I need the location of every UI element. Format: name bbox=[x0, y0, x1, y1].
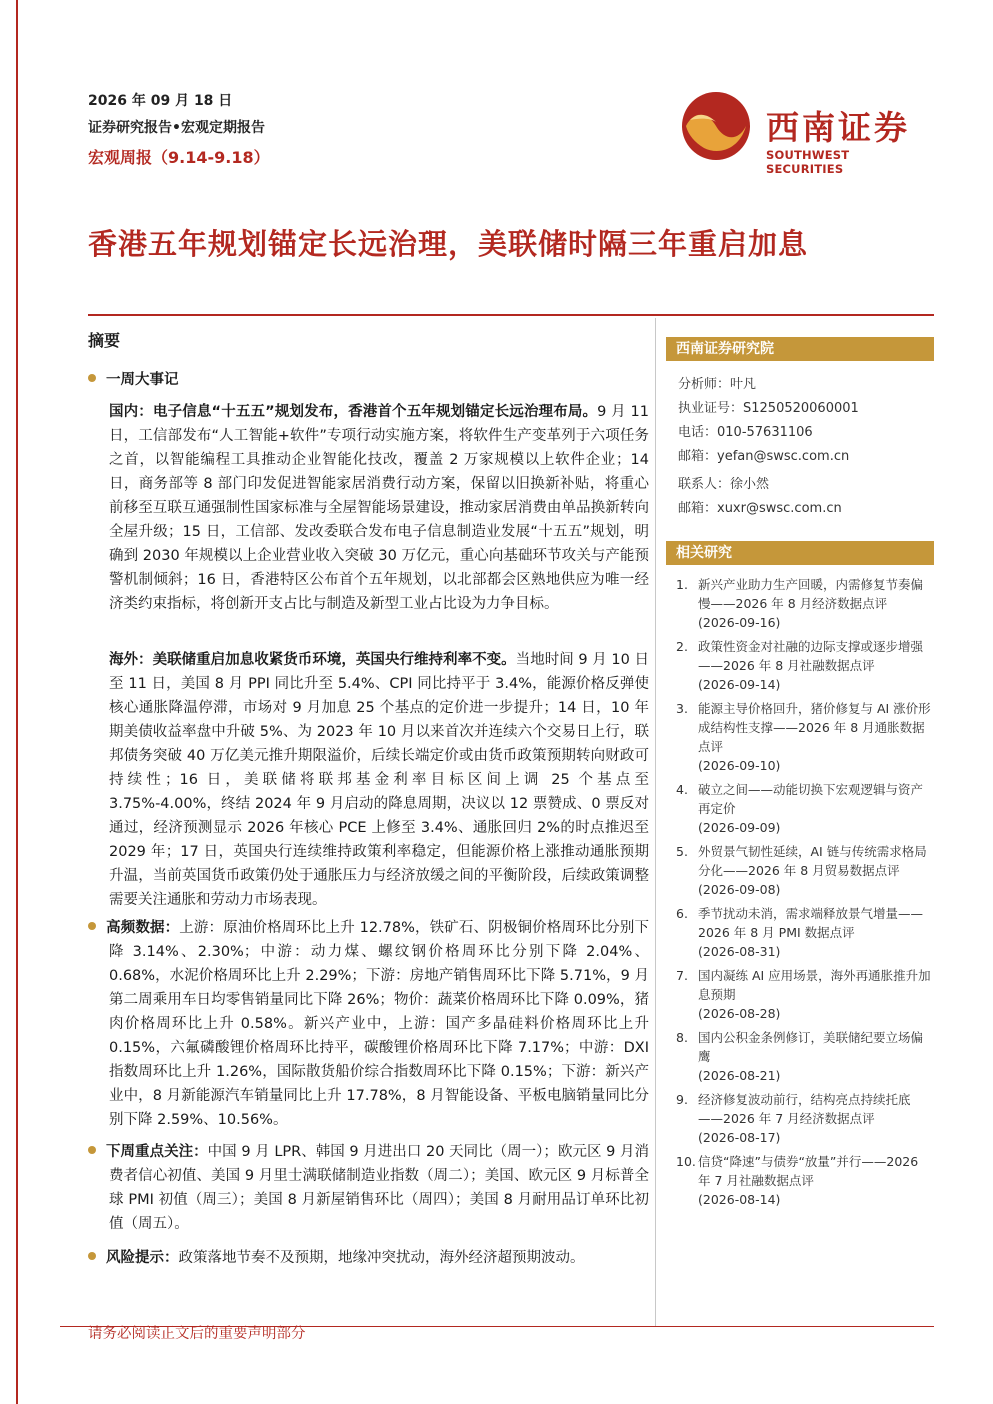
risk-paragraph bbox=[88, 1246, 649, 1270]
related-num: 2. bbox=[676, 639, 688, 654]
hf-data-body: 上游：原油价格周环比上升 12.78%，铁矿石、阴极铜价格周环比分别下降 3.14%、2.30%；中游：动力煤、螺纹钢价格周环比分别下降 2.04%、0.68%，水泥价格周环比上升 2.29%；下游：房地产销售周环比下降 5.71%，9 月第二周乘用车日均零售销量同比下降 26%；物价：蔬菜价格周环比下降 0.09%，猪肉价格周环比上升 0.58%。新兴产业中，上游：国产多晶硅料价格周环比上升 0.15%，六氟磷酸锂价格周环比持平，碳酸锂价格周环比下降 7.17%；中游：DXI 指数周环比上升 1.26%，国际散货船价综合指数周环比下降 0.15%；下游：新兴产业中，8 月新能源汽车销量同比上升 17.78%，8 月智能设备、平板电脑销量同比分别下降 2.59%、10.56%。 bbox=[109, 920, 649, 1128]
title-rule bbox=[88, 314, 934, 316]
bullet-dot-icon bbox=[88, 1146, 96, 1154]
weekly-label: 宏观周报（9.14-9.18） bbox=[88, 148, 270, 167]
related-item[interactable] bbox=[666, 1028, 934, 1085]
related-num: 1. bbox=[676, 577, 688, 592]
analyst-email[interactable]: 邮箱：yefan@swsc.com.cn bbox=[678, 449, 850, 464]
bullet-dot-icon bbox=[88, 922, 96, 930]
analyst-name: 分析师：叶凡 bbox=[678, 377, 757, 392]
overseas-paragraph bbox=[109, 648, 649, 912]
risk-lead: 风险提示： bbox=[106, 1250, 179, 1266]
company-logo bbox=[680, 90, 930, 176]
footer-disclaimer: 请务必阅读正文后的重要声明部分 bbox=[88, 1326, 306, 1342]
report-type: 证券研究报告•宏观定期报告 bbox=[88, 120, 265, 136]
related-text: 国内凝练 AI 应用场景，海外再通胀推升加息预期 bbox=[698, 968, 931, 1002]
analyst-contact bbox=[666, 373, 934, 521]
related-date: (2026-09-09) bbox=[698, 820, 781, 835]
left-edge-rule bbox=[16, 0, 18, 1404]
related-item[interactable] bbox=[666, 637, 934, 694]
related-item[interactable] bbox=[666, 1090, 934, 1147]
report-title: 香港五年规划锚定长远治理，美联储时隔三年重启加息 bbox=[88, 227, 809, 261]
related-item[interactable] bbox=[666, 904, 934, 961]
related-item[interactable] bbox=[666, 780, 934, 837]
logo-name-cn: 西南证券 bbox=[766, 108, 910, 147]
overseas-body: 当地时间 9 月 10 日至 11 日，美国 8 月 PPI 同比升至 5.4%、CPI 同比持平于 3.4%，能源价格反弹使核心通胀降温停滞，市场对 9 月加息 25 个基点的定价进一步提升；14 日，10 年期美债收益率盘中升破 5%、为 2023 年 10 月以来首次并连续六个交易日上行，联邦债务突破 40 万亿美元推升期限溢价，后续长端定价或由货币政策预期转向财政可持续性；16 日，美联储将联邦基金利率目标区间上调 25 个基点至 3.75%-4.00%，终结 2024 年 9 月启动的降息周期，决议以 12 票赞成、0 票反对通过，经济预测显示 2026 年核心 PCE 上修至 3.4%、通胀回归 2%的时点推迟至 2029 年；17 日，英国央行连续维持政策利率稳定，但能源价格上涨推动通胀预期升温，当前英国货币政策仍处于通胀压力与经济放缓之间的平衡阶段，后续政策调整需要关注通胀和劳动力市场表现。 bbox=[109, 652, 649, 908]
related-num: 7. bbox=[676, 968, 688, 983]
contact-email[interactable]: 邮箱：xuxr@swsc.com.cn bbox=[678, 501, 842, 516]
related-item[interactable] bbox=[666, 966, 934, 1023]
week-events-label: 一周大事记 bbox=[106, 372, 179, 388]
related-text: 信贷“降速”与债券“放量”并行——2026 年 7 月社融数据点评 bbox=[698, 1154, 919, 1188]
related-text: 新兴产业助力生产回暖，内需修复节奏偏慢——2026 年 8 月经济数据点评 bbox=[698, 577, 924, 611]
related-text: 经济修复波动前行，结构亮点持续托底——2026 年 7 月经济数据点评 bbox=[698, 1092, 911, 1126]
analyst-license: 执业证号：S1250520060001 bbox=[678, 401, 859, 416]
related-date: (2026-08-31) bbox=[698, 944, 781, 959]
sidebar bbox=[666, 337, 934, 1214]
related-date: (2026-09-08) bbox=[698, 882, 781, 897]
column-divider bbox=[655, 318, 656, 1326]
week-events-heading bbox=[88, 368, 179, 389]
related-date: (2026-08-21) bbox=[698, 1068, 781, 1083]
related-date: (2026-09-10) bbox=[698, 758, 781, 773]
related-date: (2026-09-16) bbox=[698, 615, 781, 630]
risk-body: 政策落地节奏不及预期，地缘冲突扰动，海外经济超预期波动。 bbox=[178, 1250, 585, 1266]
related-item[interactable] bbox=[666, 842, 934, 899]
report-date: 2026 年 09 月 18 日 bbox=[88, 93, 233, 109]
related-text: 外贸景气韧性延续，AI 链与传统需求格局分化——2026 年 8 月贸易数据点评 bbox=[698, 844, 927, 878]
bullet-dot-icon bbox=[88, 374, 96, 382]
related-num: 5. bbox=[676, 844, 688, 859]
related-date: (2026-09-14) bbox=[698, 677, 781, 692]
related-item[interactable] bbox=[666, 575, 934, 632]
related-item[interactable] bbox=[666, 699, 934, 775]
related-text: 政策性资金对社融的边际支撑或逐步增强——2026 年 8 月社融数据点评 bbox=[698, 639, 924, 673]
related-num: 3. bbox=[676, 701, 688, 716]
hf-data-paragraph bbox=[88, 916, 649, 1132]
related-date: (2026-08-28) bbox=[698, 1006, 781, 1021]
related-text: 能源主导价格回升，猪价修复与 AI 涨价形成结构性支撑——2026 年 8 月通胀数据点评 bbox=[698, 701, 931, 754]
related-num: 9. bbox=[676, 1092, 688, 1107]
related-num: 4. bbox=[676, 782, 688, 797]
next-week-lead: 下周重点关注： bbox=[106, 1144, 208, 1160]
related-text: 国内公积金条例修订，美联储纪要立场偏鹰 bbox=[698, 1030, 924, 1064]
related-num: 6. bbox=[676, 906, 688, 921]
logo-emblem-icon bbox=[680, 90, 752, 162]
related-num: 8. bbox=[676, 1030, 688, 1045]
related-date: (2026-08-17) bbox=[698, 1130, 781, 1145]
related-text: 破立之间——动能切换下宏观逻辑与资产再定价 bbox=[698, 782, 924, 816]
related-heading: 相关研究 bbox=[666, 541, 934, 565]
related-num: 10. bbox=[676, 1154, 696, 1169]
analyst-phone: 电话：010-57631106 bbox=[678, 425, 813, 440]
abstract-heading: 摘要 bbox=[88, 331, 121, 350]
overseas-lead: 海外：美联储重启加息收紧货币环境，英国央行维持利率不变。 bbox=[109, 652, 516, 668]
hf-data-lead: 高频数据： bbox=[106, 920, 180, 936]
related-item[interactable] bbox=[666, 1152, 934, 1209]
related-text: 季节扰动未消，需求端释放景气增量——2026 年 8 月 PMI 数据点评 bbox=[698, 906, 924, 940]
domestic-paragraph bbox=[109, 400, 649, 616]
domestic-body: 9 月 11 日，工信部发布“人工智能+软件”专项行动实施方案，将软件生产变革列于六项任务之首，以智能编程工具推动企业智能化技改，覆盖 2 万家规模以上软件企业；14 日，商务部等 8 部门印发促进智能家居消费行动方案，保留以旧换新补贴，将重心前移至互联互通强制性国家标准与全屋智能场景建设，推动家居消费由单品换新转向全屋升级；15 日，工信部、发改委联合发布电子信息制造业发展“十五五”规划，明确到 2030 年规模以上企业营业收入突破 30 万亿元，重心向基础环节攻关与产能预警机制倾斜；16 日，香港特区公布首个五年规划，以北部都会区熟地供应为唯一经济类约束指标，将创新开支占比与制造及新型工业占比设为力争目标。 bbox=[109, 404, 649, 612]
logo-name-en: SOUTHWEST SECURITIES bbox=[766, 148, 850, 176]
institute-heading: 西南证券研究院 bbox=[666, 337, 934, 361]
next-week-paragraph bbox=[88, 1140, 649, 1236]
next-week-body: 中国 9 月 LPR、韩国 9 月进出口 20 天同比（周一）；欧元区 9 月消费者信心初值、美国 9 月里士满联储制造业指数（周二）；美国、欧元区 9 月标普全球 PMI 初值（周三）；美国 8 月新屋销售环比（周四）；美国 8 月耐用品订单环比初值（周五）。 bbox=[109, 1144, 649, 1232]
related-date: (2026-08-14) bbox=[698, 1192, 781, 1207]
domestic-lead: 国内：电子信息“十五五”规划发布，香港首个五年规划锚定长远治理布局。 bbox=[109, 404, 598, 420]
bullet-dot-icon bbox=[88, 1252, 96, 1260]
related-list bbox=[666, 575, 934, 1209]
contact-person: 联系人：徐小然 bbox=[678, 477, 770, 492]
